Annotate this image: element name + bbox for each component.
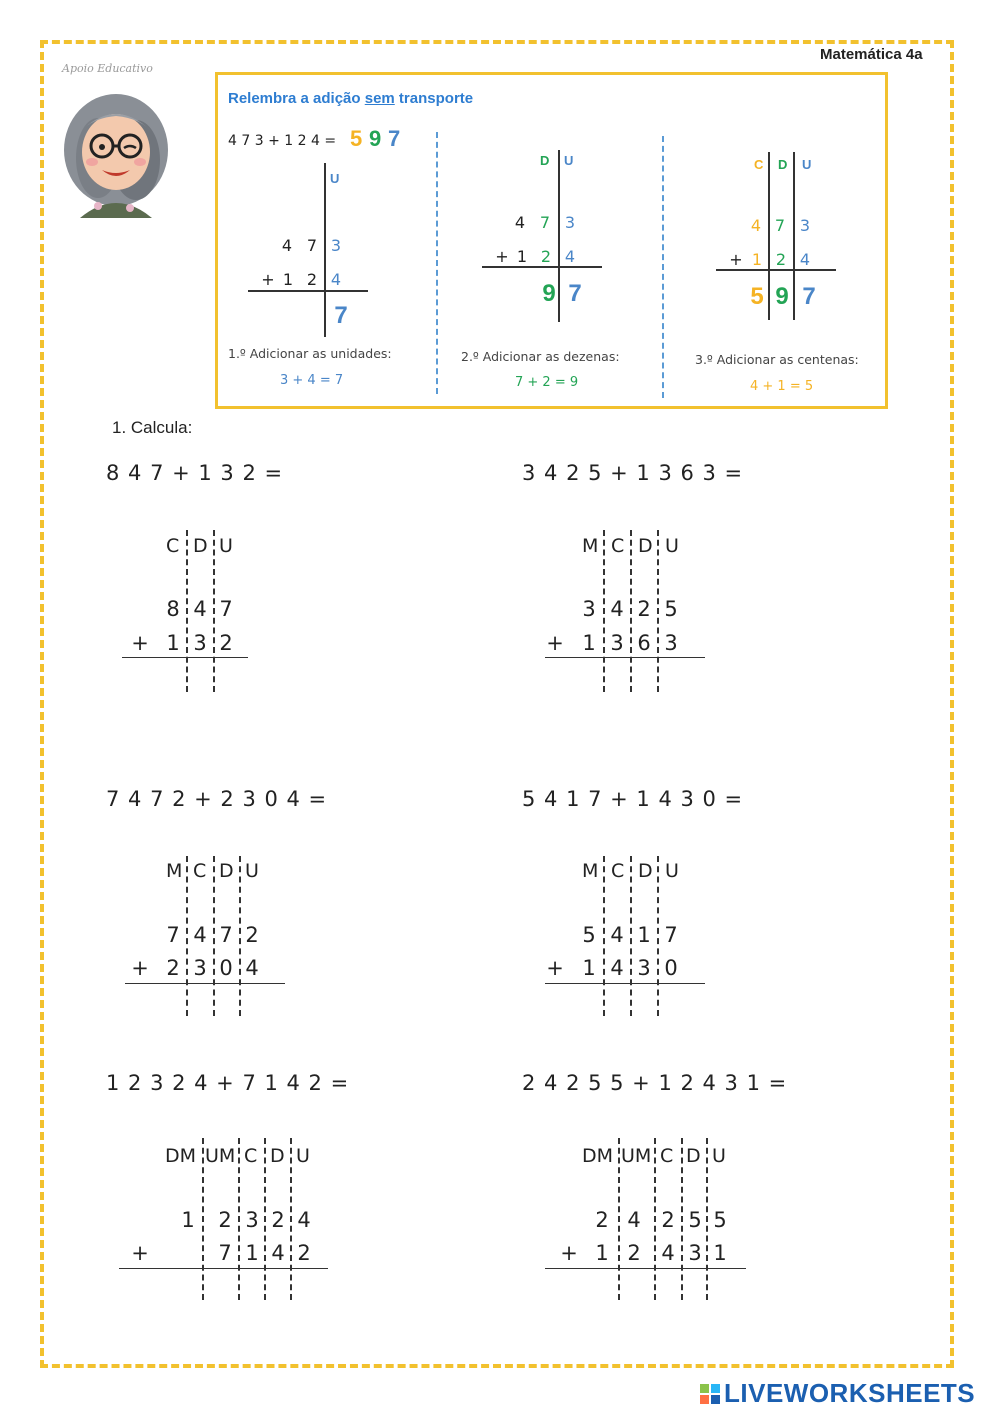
p5-bottom-c: 1 — [245, 1241, 259, 1265]
p4-header-c: C — [611, 860, 625, 882]
p6-bottom-dm: 1 — [595, 1241, 609, 1265]
problem-5-equation: 1 2 3 2 4 + 7 1 4 2 = — [106, 1071, 350, 1095]
p5-header-u: U — [296, 1145, 310, 1167]
p3-plus: + — [131, 956, 149, 980]
col3-step: 3.º Adicionar as centenas: — [695, 352, 859, 367]
p6-header-d: D — [686, 1145, 701, 1167]
p3-top-c: 4 — [193, 923, 207, 947]
p2-bottom-d: 6 — [637, 631, 651, 655]
p4-plus: + — [546, 956, 564, 980]
col2-header-d: D — [540, 153, 550, 168]
col2-r2-d: 2 — [540, 247, 552, 266]
recall-divider-2 — [662, 136, 664, 398]
p1-top-c: 8 — [166, 597, 180, 621]
problem-2-equation: 3 4 2 5 + 1 3 6 3 = — [522, 461, 744, 485]
p5-bottom-d: 4 — [271, 1241, 285, 1265]
p4-bottom-c: 4 — [610, 956, 624, 980]
p6-top-um: 4 — [627, 1208, 641, 1232]
col3-r1-u: 3 — [799, 216, 811, 235]
p4-sum-line — [545, 983, 705, 984]
p6-top-d: 5 — [688, 1208, 702, 1232]
logo-badge-icon — [700, 1384, 720, 1404]
p5-header-d: D — [270, 1145, 285, 1167]
problem-6-equation: 2 4 2 5 5 + 1 2 4 3 1 = — [522, 1071, 788, 1095]
example-equation: 4 7 3 + 1 2 4 = — [228, 133, 337, 149]
p6-dash-1 — [618, 1138, 620, 1300]
p1-bottom-d: 3 — [193, 631, 207, 655]
col2-r1-c: 4 — [514, 213, 526, 232]
p5-dash-1 — [202, 1138, 204, 1300]
p2-header-c: C — [611, 535, 625, 557]
col1-r2-d: 2 — [306, 270, 318, 289]
p6-top-c: 2 — [661, 1208, 675, 1232]
p2-top-u: 5 — [664, 597, 678, 621]
p6-sum-line — [545, 1268, 746, 1269]
p1-bottom-c: 1 — [166, 631, 180, 655]
col1-step: 1.º Adicionar as unidades: — [228, 346, 392, 361]
p2-top-m: 3 — [582, 597, 596, 621]
p4-bottom-u: 0 — [664, 956, 678, 980]
col3-plus: + — [729, 250, 743, 269]
p3-header-c: C — [193, 860, 207, 882]
p3-top-d: 7 — [219, 923, 233, 947]
p1-bottom-u: 2 — [219, 631, 233, 655]
p6-bottom-um: 2 — [627, 1241, 641, 1265]
example-result-units: 7 — [388, 126, 401, 151]
col2-plus: + — [495, 247, 509, 266]
question-label: 1. Calcula: — [112, 418, 193, 437]
p2-bottom-m: 1 — [582, 631, 596, 655]
p4-top-d: 1 — [637, 923, 651, 947]
p3-header-u: U — [245, 860, 259, 882]
col3-r1-d: 7 — [774, 216, 786, 235]
col1-r2-u: 4 — [330, 270, 342, 289]
col3-result-u: 7 — [802, 283, 816, 310]
p1-header-c: C — [166, 535, 180, 557]
col3-result-c: 5 — [750, 283, 764, 310]
col3-header-u: U — [802, 157, 812, 172]
p5-header-um: UM — [205, 1145, 236, 1167]
col2-r1-d: 7 — [539, 213, 551, 232]
p6-header-u: U — [712, 1145, 726, 1167]
p3-top-m: 7 — [166, 923, 180, 947]
teacher-avatar — [58, 88, 174, 218]
p2-header-u: U — [665, 535, 679, 557]
col3-header-d: D — [778, 157, 788, 172]
brand-signature: Apoio Educativo — [62, 62, 153, 75]
p3-header-m: M — [166, 860, 183, 882]
p2-bottom-c: 3 — [610, 631, 624, 655]
p1-top-d: 4 — [193, 597, 207, 621]
col1-plus: + — [261, 270, 275, 289]
col1-r2-c: 1 — [282, 270, 294, 289]
p6-header-dm: DM — [582, 1145, 614, 1167]
col3-result-d: 9 — [775, 283, 789, 310]
col1-r1-d: 7 — [306, 236, 318, 255]
col3-r2-c: 1 — [751, 250, 763, 269]
p5-header-c: C — [244, 1145, 258, 1167]
col1-header-u: U — [330, 171, 340, 186]
p3-bottom-c: 3 — [193, 956, 207, 980]
p2-plus: + — [546, 631, 564, 655]
p1-header-d: D — [193, 535, 208, 557]
recall-divider-1 — [436, 132, 438, 394]
p3-bottom-u: 4 — [245, 956, 259, 980]
p4-header-u: U — [665, 860, 679, 882]
p1-top-u: 7 — [219, 597, 233, 621]
example-result-hundreds: 5 — [350, 126, 363, 151]
p2-header-m: M — [582, 535, 599, 557]
col2-result-u: 7 — [568, 280, 582, 307]
col2-r2-u: 4 — [564, 247, 576, 266]
p5-top-dm: 1 — [181, 1208, 195, 1232]
col3-header-c: C — [754, 157, 764, 172]
problem-4-equation: 5 4 1 7 + 1 4 3 0 = — [522, 787, 744, 811]
col2-calc: 7 + 2 = 9 — [515, 375, 579, 390]
col2-hline — [482, 266, 602, 268]
p6-bottom-c: 4 — [661, 1241, 675, 1265]
col3-r1-c: 4 — [750, 216, 762, 235]
p5-sum-line — [119, 1268, 328, 1269]
col1-hline — [248, 290, 368, 292]
col3-hline — [716, 269, 836, 271]
p6-header-c: C — [660, 1145, 674, 1167]
col1-calc: 3 + 4 = 7 — [280, 373, 344, 388]
p6-bottom-u: 1 — [713, 1241, 727, 1265]
p2-header-d: D — [638, 535, 653, 557]
p3-sum-line — [125, 983, 285, 984]
p4-header-d: D — [638, 860, 653, 882]
p5-bottom-um: 7 — [218, 1241, 232, 1265]
p2-top-d: 2 — [637, 597, 651, 621]
p1-header-u: U — [219, 535, 233, 557]
p5-plus: + — [131, 1241, 149, 1265]
col1-result-u: 7 — [334, 302, 348, 329]
col2-r2-c: 1 — [516, 247, 528, 266]
p6-top-u: 5 — [713, 1208, 727, 1232]
p6-header-um: UM — [621, 1145, 652, 1167]
problem-3-equation: 7 4 7 2 + 2 3 0 4 = — [106, 787, 328, 811]
col3-calc: 4 + 1 = 5 — [750, 379, 814, 394]
p2-top-c: 4 — [610, 597, 624, 621]
p5-top-um: 2 — [218, 1208, 232, 1232]
p4-top-m: 5 — [582, 923, 596, 947]
p3-bottom-m: 2 — [166, 956, 180, 980]
p3-header-d: D — [219, 860, 234, 882]
p6-bottom-d: 3 — [688, 1241, 702, 1265]
p4-bottom-m: 1 — [582, 956, 596, 980]
col1-r1-c: 4 — [281, 236, 293, 255]
p5-top-u: 4 — [297, 1208, 311, 1232]
p2-sum-line — [545, 657, 705, 658]
subject-title: Matemática 4a — [820, 46, 923, 63]
p6-plus: + — [560, 1241, 578, 1265]
p5-header-dm: DM — [165, 1145, 197, 1167]
p4-header-m: M — [582, 860, 599, 882]
p4-top-c: 4 — [610, 923, 624, 947]
col1-r1-u: 3 — [330, 236, 342, 255]
p6-top-dm: 2 — [595, 1208, 609, 1232]
p5-top-d: 2 — [271, 1208, 285, 1232]
col3-r2-u: 4 — [799, 250, 811, 269]
problem-1-equation: 8 4 7 + 1 3 2 = — [106, 461, 284, 485]
p2-bottom-u: 3 — [664, 631, 678, 655]
col2-header-u: U — [564, 153, 574, 168]
col2-result-d: 9 — [542, 280, 556, 307]
p3-top-u: 2 — [245, 923, 259, 947]
p1-plus: + — [131, 631, 149, 655]
p5-bottom-u: 2 — [297, 1241, 311, 1265]
example-result-tens: 9 — [369, 126, 382, 151]
p4-top-u: 7 — [664, 923, 678, 947]
liveworksheets-logo: LIVEWORKSHEETS — [700, 1378, 975, 1409]
p3-bottom-d: 0 — [219, 956, 233, 980]
p4-bottom-d: 3 — [637, 956, 651, 980]
col2-step: 2.º Adicionar as dezenas: — [461, 349, 620, 364]
col2-r1-u: 3 — [564, 213, 576, 232]
recall-title: Relembra a adição sem transporte — [228, 90, 474, 107]
col3-r2-d: 2 — [775, 250, 787, 269]
p1-sum-line — [122, 657, 248, 658]
p5-top-c: 3 — [245, 1208, 259, 1232]
